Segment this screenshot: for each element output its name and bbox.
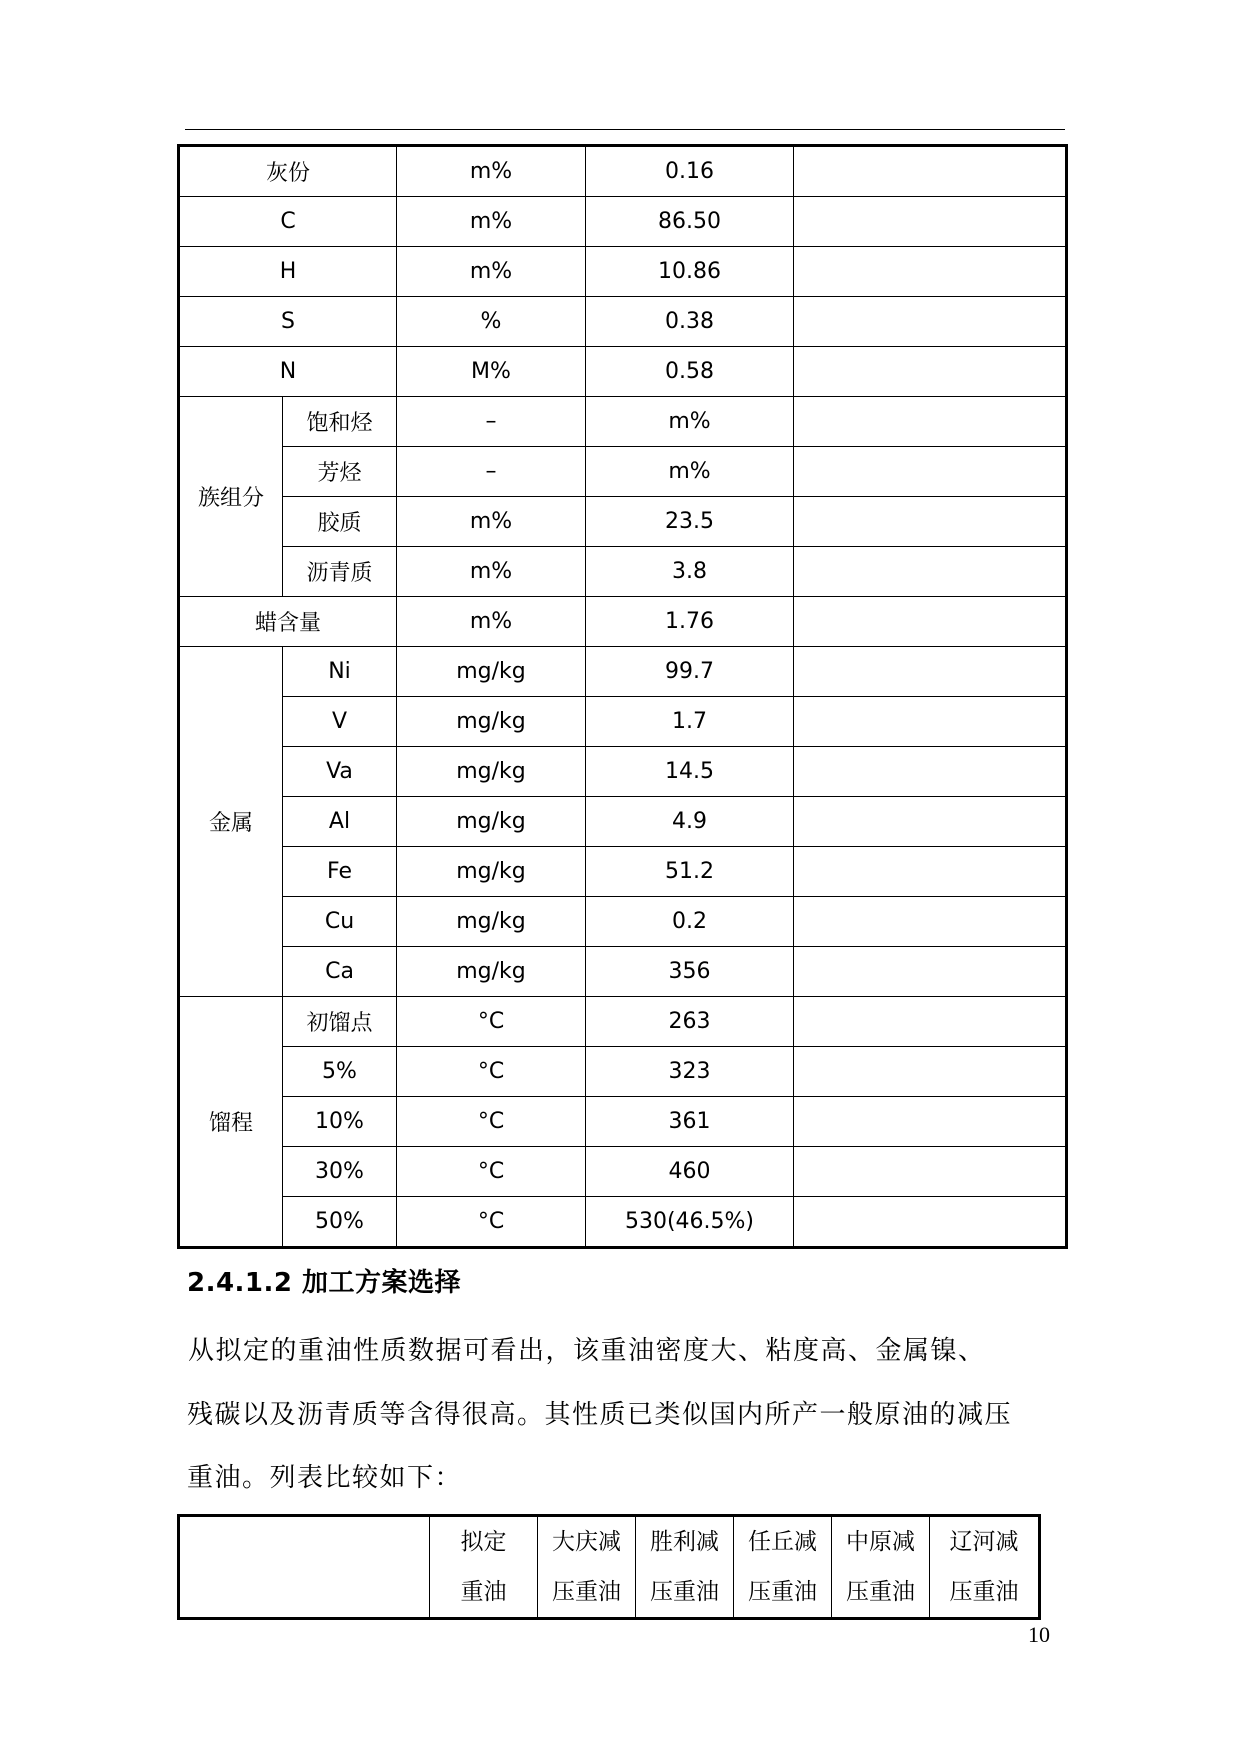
- property-name: 沥青质: [283, 547, 397, 597]
- table-row: [179, 1197, 1067, 1248]
- table-row: [179, 647, 1067, 697]
- property-name: H: [179, 247, 397, 297]
- property-remark: [794, 347, 1067, 397]
- property-value: 530(46.5%): [586, 1197, 794, 1248]
- table-row: [179, 847, 1067, 897]
- property-remark: [794, 447, 1067, 497]
- property-unit: °C: [397, 1147, 586, 1197]
- table-row: [179, 747, 1067, 797]
- property-unit: m%: [397, 247, 586, 297]
- property-name: 5%: [283, 1047, 397, 1097]
- property-name: 胶质: [283, 497, 397, 547]
- property-unit: °C: [397, 997, 586, 1047]
- column-header-line: 压重油: [552, 1579, 621, 1605]
- table-row: [179, 697, 1067, 747]
- property-value: 460: [586, 1147, 794, 1197]
- column-header-line: 中原减: [846, 1529, 915, 1555]
- table-row: [179, 547, 1067, 597]
- table-row: [179, 447, 1067, 497]
- property-value: 0.16: [586, 146, 794, 197]
- property-name: Al: [283, 797, 397, 847]
- table-row: [179, 146, 1067, 197]
- oil-properties-table: [177, 144, 1068, 1249]
- property-name: S: [179, 297, 397, 347]
- property-remark: [794, 197, 1067, 247]
- table-row: [179, 1147, 1067, 1197]
- property-remark: [794, 897, 1067, 947]
- paragraph-line: 重油。列表比较如下：: [187, 1463, 463, 1493]
- table-row: [179, 197, 1067, 247]
- table-row: [179, 397, 1067, 447]
- property-unit: m%: [397, 497, 586, 547]
- property-unit: mg/kg: [397, 647, 586, 697]
- property-value: 361: [586, 1097, 794, 1147]
- property-unit: mg/kg: [397, 947, 586, 997]
- property-unit: m%: [397, 146, 586, 197]
- column-header: [930, 1516, 1040, 1619]
- page-number: 10: [1028, 1622, 1050, 1647]
- column-header: [636, 1516, 734, 1619]
- property-unit: mg/kg: [397, 747, 586, 797]
- property-value: 0.58: [586, 347, 794, 397]
- property-remark: [794, 146, 1067, 197]
- property-name: V: [283, 697, 397, 747]
- column-header-line: 大庆减: [552, 1529, 621, 1555]
- property-name: 蜡含量: [179, 597, 397, 647]
- property-unit: %: [397, 297, 586, 347]
- table-row: [179, 1047, 1067, 1097]
- column-header-line: 胜利减: [650, 1529, 719, 1555]
- column-header: [832, 1516, 930, 1619]
- property-value: 356: [586, 947, 794, 997]
- property-name: Fe: [283, 847, 397, 897]
- property-value: 0.2: [586, 897, 794, 947]
- corner-cell: [179, 1516, 430, 1619]
- property-unit: –: [397, 447, 586, 497]
- table-row: [179, 247, 1067, 297]
- property-name: 30%: [283, 1147, 397, 1197]
- property-value: m%: [586, 447, 794, 497]
- property-remark: [794, 597, 1067, 647]
- comparison-table: [177, 1514, 1041, 1620]
- property-value: 14.5: [586, 747, 794, 797]
- column-header: [430, 1516, 538, 1619]
- property-unit: mg/kg: [397, 897, 586, 947]
- table-row: [179, 897, 1067, 947]
- property-remark: [794, 797, 1067, 847]
- property-name: 50%: [283, 1197, 397, 1248]
- property-unit: m%: [397, 597, 586, 647]
- column-header-line: 拟定: [460, 1529, 507, 1555]
- property-value: 23.5: [586, 497, 794, 547]
- property-unit: mg/kg: [397, 847, 586, 897]
- property-remark: [794, 997, 1067, 1047]
- property-name: 初馏点: [283, 997, 397, 1047]
- table-row: [179, 347, 1067, 397]
- property-value: 1.76: [586, 597, 794, 647]
- property-unit: m%: [397, 547, 586, 597]
- distillation-label: 馏程: [179, 997, 283, 1248]
- property-name: N: [179, 347, 397, 397]
- property-remark: [794, 647, 1067, 697]
- property-remark: [794, 247, 1067, 297]
- property-name: Ca: [283, 947, 397, 997]
- property-value: 0.38: [586, 297, 794, 347]
- property-unit: M%: [397, 347, 586, 397]
- property-value: m%: [586, 397, 794, 447]
- property-value: 4.9: [586, 797, 794, 847]
- property-remark: [794, 1197, 1067, 1248]
- paragraph-line: 从拟定的重油性质数据可看出，该重油密度大、粘度高、金属镍、: [188, 1336, 986, 1366]
- property-unit: –: [397, 397, 586, 447]
- property-remark: [794, 697, 1067, 747]
- column-header-line: 压重油: [846, 1579, 915, 1605]
- column-header: [538, 1516, 636, 1619]
- column-header-line: 压重油: [650, 1579, 719, 1605]
- table-row: [179, 497, 1067, 547]
- property-unit: mg/kg: [397, 697, 586, 747]
- property-name: C: [179, 197, 397, 247]
- property-remark: [794, 297, 1067, 347]
- property-value: 323: [586, 1047, 794, 1097]
- property-name: Va: [283, 747, 397, 797]
- property-name: Ni: [283, 647, 397, 697]
- property-remark: [794, 547, 1067, 597]
- property-unit: mg/kg: [397, 797, 586, 847]
- property-value: 86.50: [586, 197, 794, 247]
- property-remark: [794, 1097, 1067, 1147]
- table-row: [179, 797, 1067, 847]
- property-unit: °C: [397, 1097, 586, 1147]
- property-remark: [794, 1047, 1067, 1097]
- property-name: 10%: [283, 1097, 397, 1147]
- property-value: 3.8: [586, 547, 794, 597]
- property-unit: °C: [397, 1197, 586, 1248]
- table-row: [179, 597, 1067, 647]
- table-row: [179, 297, 1067, 347]
- property-value: 1.7: [586, 697, 794, 747]
- property-name: Cu: [283, 897, 397, 947]
- column-header-line: 压重油: [949, 1579, 1019, 1605]
- property-unit: m%: [397, 197, 586, 247]
- column-header-line: 压重油: [748, 1579, 817, 1605]
- property-remark: [794, 747, 1067, 797]
- property-unit: °C: [397, 1047, 586, 1097]
- property-remark: [794, 947, 1067, 997]
- property-value: 51.2: [586, 847, 794, 897]
- property-value: 263: [586, 997, 794, 1047]
- metals-label: 金属: [179, 647, 283, 997]
- table-row: [179, 997, 1067, 1047]
- property-value: 10.86: [586, 247, 794, 297]
- property-name: 饱和烃: [283, 397, 397, 447]
- group-composition-label: 族组分: [179, 397, 283, 597]
- property-name: 芳烃: [283, 447, 397, 497]
- property-value: 99.7: [586, 647, 794, 697]
- property-remark: [794, 1147, 1067, 1197]
- section-heading: 2.4.1.2 加工方案选择: [187, 1268, 462, 1298]
- paragraph-line: 残碳以及沥青质等含得很高。其性质已类似国内所产一般原油的减压: [187, 1400, 1013, 1430]
- table-header-row: [179, 1516, 1040, 1619]
- column-header-line: 任丘减: [748, 1529, 817, 1555]
- property-name: 灰份: [179, 146, 397, 197]
- table-row: [179, 947, 1067, 997]
- property-remark: [794, 397, 1067, 447]
- table-row: [179, 1097, 1067, 1147]
- column-header-line: 重油: [460, 1579, 507, 1605]
- header-rule: [185, 129, 1065, 130]
- property-remark: [794, 847, 1067, 897]
- column-header: [734, 1516, 832, 1619]
- property-remark: [794, 497, 1067, 547]
- column-header-line: 辽河减: [949, 1529, 1019, 1555]
